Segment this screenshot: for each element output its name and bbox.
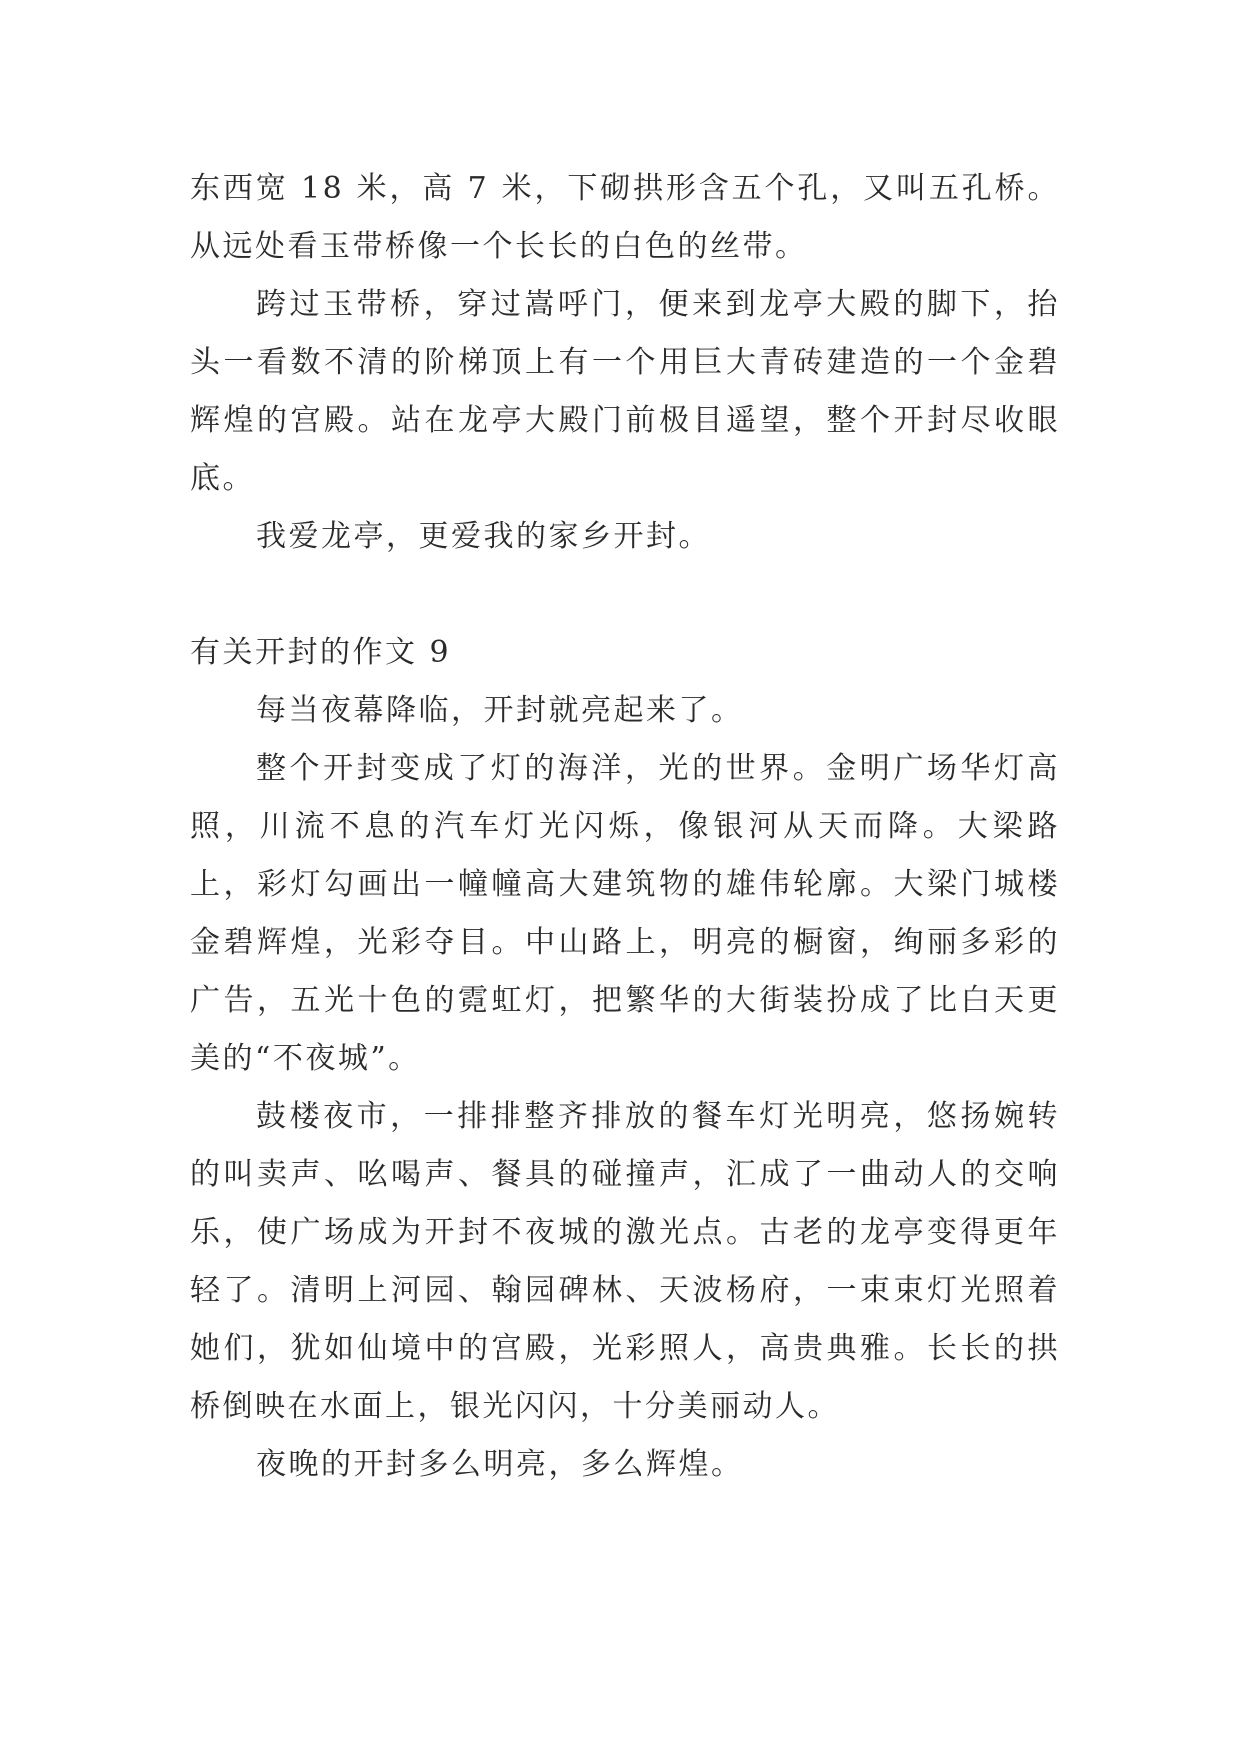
document-body bbox=[190, 160, 1060, 1494]
section-title: 有关开封的作文 9 bbox=[190, 635, 452, 670]
paragraph: 跨过玉带桥，穿过嵩呼门，便来到龙亭大殿的脚下，抬头一看数不清的阶梯顶上有一个用巨大青砖建造的一个金碧辉煌的宫殿。站在龙亭大殿门前极目遥望，整个开封尽收眼底。 bbox=[190, 287, 1060, 496]
paragraph: 整个开封变成了灯的海洋，光的世界。金明广场华灯高照，川流不息的汽车灯光闪烁，像银河从天而降。大梁路上，彩灯勾画出一幢幢高大建筑物的雄伟轮廓。大梁门城楼金碧辉煌，光彩夺目。中山路上，明亮的橱窗，绚丽多彩的广告，五光十色的霓虹灯，把繁华的大街装扮成了比白天更美的“不夜城”。 bbox=[190, 751, 1060, 1076]
paragraph: 我爱龙亭，更爱我的家乡开封。 bbox=[256, 519, 711, 554]
paragraph: 每当夜幕降临，开封就亮起来了。 bbox=[256, 693, 744, 728]
paragraph: 鼓楼夜市，一排排整齐排放的餐车灯光明亮，悠扬婉转的叫卖声、吆喝声、餐具的碰撞声，汇成了一曲动人的交响乐，使广场成为开封不夜城的激光点。古老的龙亭变得更年轻了。清明上河园、翰园碑林、天波杨府，一束束灯光照着她们，犹如仙境中的宫殿，光彩照人，高贵典雅。长长的拱桥倒映在水面上，银光闪闪，十分美丽动人。 bbox=[190, 1099, 1060, 1424]
paragraph: 夜晚的开封多么明亮，多么辉煌。 bbox=[256, 1447, 744, 1482]
paragraph-continuation: 东西宽 18 米，高 7 米，下砌拱形含五个孔，又叫五孔桥。从远处看玉带桥像一个长长的白色的丝带。 bbox=[190, 171, 1060, 264]
